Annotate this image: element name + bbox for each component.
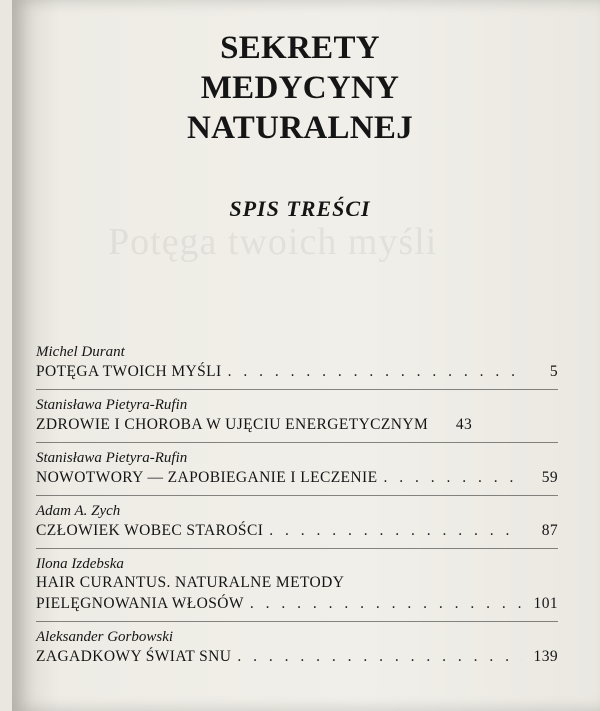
- divider: [36, 389, 558, 390]
- toc-title: ZAGADKOWY ŚWIAT SNU: [36, 648, 232, 665]
- toc-entry-5: [36, 555, 558, 614]
- toc-author: Michel Durant: [36, 344, 125, 360]
- dot-leader: [269, 520, 522, 541]
- toc-entry-4: [36, 502, 558, 541]
- dot-leader: [237, 646, 522, 667]
- toc-title: NOWOTWORY — ZAPOBIEGANIE I LECZENIE: [36, 469, 378, 486]
- divider: [36, 548, 558, 549]
- dot-leader: [228, 361, 522, 382]
- toc-page-number: 101: [533, 595, 558, 612]
- toc-page-number: 59: [541, 469, 558, 486]
- toc-author: Aleksander Gorbowski: [36, 629, 174, 645]
- toc-page-number: 43: [455, 416, 473, 433]
- divider: [36, 495, 558, 496]
- toc-title-row: [36, 361, 558, 382]
- toc-page-number: 139: [533, 648, 558, 665]
- toc-page-number: 5: [549, 363, 558, 380]
- table-of-contents: [36, 343, 558, 674]
- toc-author: Adam A. Zych: [36, 503, 121, 519]
- toc-title: ZDROWIE I CHOROBA W UJĘCIU ENERGETYCZNYM: [36, 416, 429, 433]
- toc-title: CZŁOWIEK WOBEC STAROŚCI: [36, 522, 264, 539]
- toc-entry-1: [36, 343, 558, 382]
- toc-author: Stanisława Pietyra-Rufin: [36, 397, 188, 413]
- toc-title-row: [36, 520, 558, 541]
- toc-title-line-1: HAIR CURANTUS. NATURALNE METODY: [36, 574, 345, 591]
- book-title-line-3: NATURALNEJ: [186, 110, 414, 146]
- toc-entry-2: [36, 396, 558, 435]
- toc-page-number: 87: [541, 522, 558, 539]
- toc-entry-6: [36, 628, 558, 667]
- toc-title-row: [36, 467, 558, 488]
- toc-entry-3: [36, 449, 558, 488]
- divider: [36, 442, 558, 443]
- toc-heading: SPIS TREŚCI: [229, 196, 371, 221]
- toc-title-row: [36, 414, 558, 435]
- toc-title: POTĘGA TWOICH MYŚLI: [36, 363, 222, 380]
- divider: [36, 621, 558, 622]
- toc-author: Stanisława Pietyra-Rufin: [36, 450, 188, 466]
- toc-author: Ilona Izdebska: [36, 556, 124, 572]
- toc-title-row: [36, 646, 558, 667]
- book-title: [0, 28, 600, 148]
- toc-title-line-2: PIELĘGNOWANIA WŁOSÓW: [36, 595, 244, 612]
- dot-leader: [250, 593, 522, 614]
- book-title-line-2: MEDYCYNY: [200, 70, 400, 106]
- toc-title-row: [36, 593, 558, 614]
- book-title-line-1: SEKRETY: [220, 30, 380, 66]
- dot-leader: [383, 467, 522, 488]
